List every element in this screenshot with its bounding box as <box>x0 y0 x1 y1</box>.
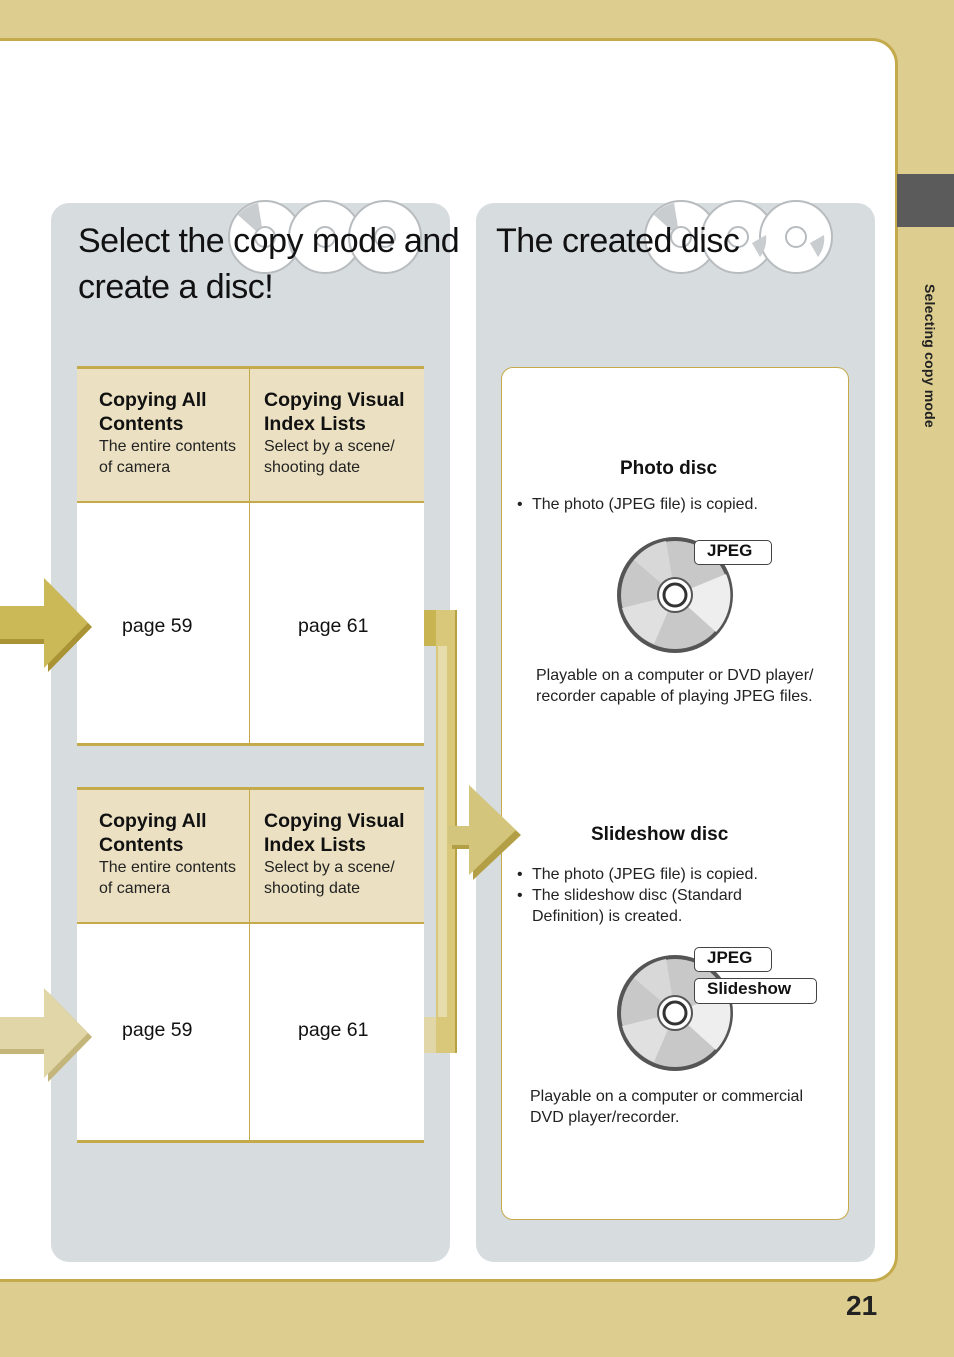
copy-all-title: Copying All Contents <box>99 810 207 856</box>
section-label: Selecting copy mode <box>922 284 938 428</box>
page-59-link[interactable]: page 59 <box>122 615 193 637</box>
copy-mode-table-2 <box>77 787 424 1143</box>
slideshow-disc-bullets <box>517 864 837 927</box>
slideshow-disc-icon <box>614 954 736 1076</box>
created-disc-title: The created disc <box>496 222 740 260</box>
copy-all-title: Copying All Contents <box>99 389 207 435</box>
page-59-link[interactable]: page 59 <box>122 1019 193 1041</box>
section-tab <box>897 174 954 227</box>
list-item: • The photo (JPEG file) is copied. <box>517 494 837 515</box>
page-number: 21 <box>846 1290 878 1321</box>
slideshow-tag: Slideshow <box>694 978 817 1004</box>
copy-visual-index-subtitle: Select by a scene/ shooting date <box>264 438 395 476</box>
copy-mode-table-1 <box>77 366 424 746</box>
copy-visual-index-title: Copying Visual Index Lists <box>264 389 405 435</box>
slideshow-disc-description: Playable on a computer or commercial DVD player/recorder. <box>530 1088 804 1126</box>
list-item: • The photo (JPEG file) is copied. <box>517 864 837 885</box>
copy-visual-index-subtitle: Select by a scene/ shooting date <box>264 859 395 897</box>
copy-mode-title-line2: create a disc! <box>78 268 274 306</box>
list-item: • The slideshow disc (Standard Definition) is created. <box>517 885 837 927</box>
photo-disc-bullets <box>517 494 837 515</box>
jpeg-tag: JPEG <box>694 947 772 972</box>
page-61-link[interactable]: page 61 <box>298 1019 369 1041</box>
copy-all-subtitle: The entire contents of camera <box>99 438 236 476</box>
copy-mode-title-line1: Select the copy mode and <box>78 222 460 260</box>
copy-mode-title <box>78 218 459 310</box>
photo-disc-description: Playable on a computer or DVD player/ recorder capable of playing JPEG files. <box>536 667 814 705</box>
photo-disc-title: Photo disc <box>620 458 718 479</box>
copy-visual-index-title: Copying Visual Index Lists <box>264 810 405 856</box>
copy-all-subtitle: The entire contents of camera <box>99 859 236 897</box>
jpeg-tag: JPEG <box>694 540 772 565</box>
page-61-link[interactable]: page 61 <box>298 615 369 637</box>
slideshow-disc-title: Slideshow disc <box>591 824 729 845</box>
